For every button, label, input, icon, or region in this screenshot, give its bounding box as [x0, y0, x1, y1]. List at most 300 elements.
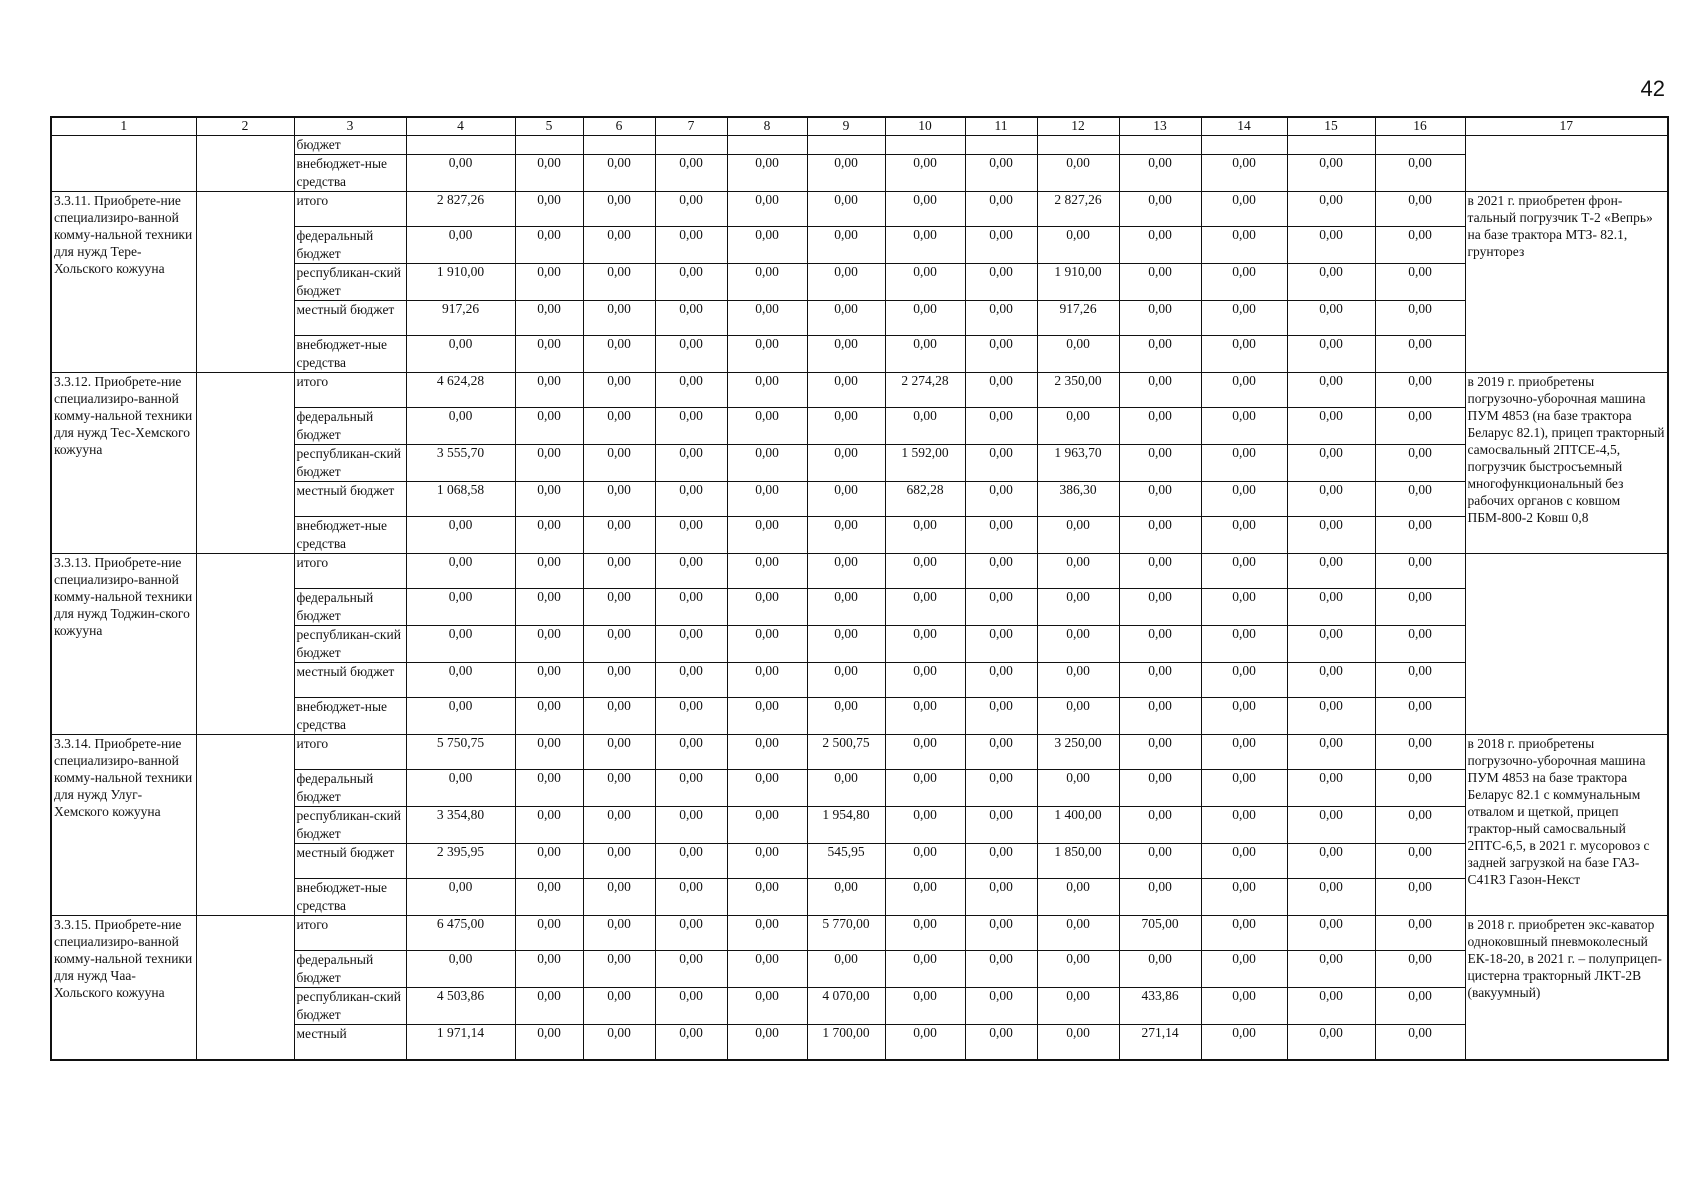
value-cell: 4 503,86 — [406, 988, 515, 1025]
value-cell: 0,00 — [727, 988, 807, 1025]
value-cell: 0,00 — [1119, 735, 1201, 770]
funding-source-cell: внебюджет-ные средства — [294, 155, 406, 192]
value-cell: 0,00 — [655, 589, 727, 626]
value-cell: 0,00 — [965, 807, 1037, 844]
value-cell — [1287, 136, 1375, 155]
value-cell: 0,00 — [965, 554, 1037, 589]
value-cell: 0,00 — [1037, 879, 1119, 916]
value-cell: 0,00 — [1287, 916, 1375, 951]
funding-source-cell: федеральный бюджет — [294, 770, 406, 807]
value-cell: 0,00 — [1287, 589, 1375, 626]
value-cell: 0,00 — [583, 155, 655, 192]
value-cell: 0,00 — [807, 879, 885, 916]
value-cell: 0,00 — [807, 626, 885, 663]
value-cell: 0,00 — [1119, 770, 1201, 807]
table-row — [51, 192, 1668, 227]
value-cell: 0,00 — [965, 735, 1037, 770]
value-cell: 0,00 — [515, 554, 583, 589]
value-cell: 0,00 — [1375, 951, 1465, 988]
value-cell: 0,00 — [807, 301, 885, 336]
value-cell: 0,00 — [583, 988, 655, 1025]
value-cell: 0,00 — [406, 770, 515, 807]
value-cell: 0,00 — [1375, 1025, 1465, 1061]
value-cell: 0,00 — [515, 408, 583, 445]
funding-source-cell: местный бюджет — [294, 482, 406, 517]
value-cell: 0,00 — [807, 770, 885, 807]
value-cell: 0,00 — [1287, 879, 1375, 916]
value-cell: 0,00 — [965, 1025, 1037, 1061]
value-cell: 0,00 — [965, 879, 1037, 916]
value-cell: 0,00 — [406, 155, 515, 192]
funding-source-cell: итого — [294, 916, 406, 951]
value-cell: 0,00 — [1037, 916, 1119, 951]
value-cell: 0,00 — [515, 482, 583, 517]
value-cell: 0,00 — [1201, 301, 1287, 336]
value-cell: 0,00 — [885, 663, 965, 698]
value-cell: 5 770,00 — [807, 916, 885, 951]
value-cell — [885, 136, 965, 155]
value-cell: 0,00 — [1201, 844, 1287, 879]
value-cell: 0,00 — [727, 951, 807, 988]
value-cell — [1119, 136, 1201, 155]
value-cell: 0,00 — [965, 517, 1037, 554]
funding-source-cell: бюджет — [294, 136, 406, 155]
value-cell: 0,00 — [965, 301, 1037, 336]
value-cell: 0,00 — [1287, 554, 1375, 589]
value-cell — [1037, 136, 1119, 155]
value-cell: 0,00 — [807, 482, 885, 517]
value-cell: 0,00 — [655, 988, 727, 1025]
value-cell: 0,00 — [1375, 482, 1465, 517]
value-cell: 0,00 — [1375, 554, 1465, 589]
value-cell: 0,00 — [1037, 155, 1119, 192]
column-header-7: 7 — [655, 117, 727, 136]
value-cell: 0,00 — [1037, 988, 1119, 1025]
value-cell: 0,00 — [1201, 445, 1287, 482]
value-cell: 0,00 — [807, 155, 885, 192]
value-cell: 0,00 — [1375, 807, 1465, 844]
value-cell — [655, 136, 727, 155]
value-cell: 0,00 — [965, 988, 1037, 1025]
value-cell: 1 592,00 — [885, 445, 965, 482]
value-cell: 0,00 — [515, 192, 583, 227]
value-cell: 0,00 — [807, 517, 885, 554]
value-cell: 0,00 — [583, 663, 655, 698]
value-cell: 0,00 — [727, 373, 807, 408]
note-cell — [1465, 136, 1668, 192]
value-cell: 0,00 — [583, 301, 655, 336]
value-cell: 0,00 — [727, 589, 807, 626]
value-cell: 0,00 — [1201, 807, 1287, 844]
value-cell: 0,00 — [965, 445, 1037, 482]
value-cell: 0,00 — [885, 1025, 965, 1061]
value-cell: 0,00 — [965, 770, 1037, 807]
value-cell: 0,00 — [1287, 482, 1375, 517]
funding-source-cell: федеральный бюджет — [294, 227, 406, 264]
value-cell: 0,00 — [727, 408, 807, 445]
value-cell: 3 555,70 — [406, 445, 515, 482]
value-cell: 0,00 — [655, 663, 727, 698]
table-row — [51, 301, 1668, 336]
value-cell: 0,00 — [1287, 844, 1375, 879]
value-cell: 0,00 — [1037, 663, 1119, 698]
value-cell: 0,00 — [1375, 373, 1465, 408]
value-cell: 0,00 — [1119, 227, 1201, 264]
value-cell: 0,00 — [1201, 336, 1287, 373]
value-cell: 0,00 — [655, 807, 727, 844]
value-cell: 0,00 — [1375, 336, 1465, 373]
value-cell: 0,00 — [515, 735, 583, 770]
value-cell: 0,00 — [1287, 735, 1375, 770]
value-cell: 0,00 — [1201, 988, 1287, 1025]
funding-source-cell: внебюджет-ные средства — [294, 879, 406, 916]
funding-source-cell: местный бюджет — [294, 844, 406, 879]
value-cell: 0,00 — [1119, 482, 1201, 517]
measure-note: в 2018 г. приобретены погрузочно-уборочная машина ПУМ 4853 на базе трактора Беларус 82.1 с коммунальным отвалом и щеткой, прицеп трактор-ный самосвальный 2ПТС-6,5, в 2021 г. мусоровоз с задней загрузкой на базе ГАЗ-С41R3 Газон-Некст — [1465, 735, 1668, 916]
column-header-6: 6 — [583, 117, 655, 136]
value-cell: 0,00 — [655, 482, 727, 517]
value-cell: 0,00 — [1201, 589, 1287, 626]
value-cell: 0,00 — [1201, 264, 1287, 301]
value-cell: 1 850,00 — [1037, 844, 1119, 879]
value-cell: 0,00 — [1201, 879, 1287, 916]
funding-source-cell: внебюджет-ные средства — [294, 698, 406, 735]
value-cell: 0,00 — [406, 951, 515, 988]
value-cell: 0,00 — [1287, 770, 1375, 807]
measure-description: 3.3.15. Приобрете-ние специализиро-ванной комму-нальной техники для нужд Чаа-Хольского кожууна — [51, 916, 196, 1061]
value-cell: 0,00 — [1119, 373, 1201, 408]
funding-source-cell: итого — [294, 192, 406, 227]
table-row — [51, 445, 1668, 482]
value-cell: 0,00 — [727, 698, 807, 735]
value-cell: 0,00 — [1375, 301, 1465, 336]
value-cell: 0,00 — [1201, 373, 1287, 408]
value-cell: 0,00 — [807, 227, 885, 264]
funding-source-cell: федеральный бюджет — [294, 589, 406, 626]
value-cell: 0,00 — [1119, 445, 1201, 482]
value-cell: 0,00 — [406, 408, 515, 445]
value-cell: 0,00 — [1037, 951, 1119, 988]
value-cell: 0,00 — [515, 373, 583, 408]
table-row — [51, 373, 1668, 408]
continuation-row — [51, 155, 1668, 192]
measure-description: 3.3.13. Приобрете-ние специализиро-ванной комму-нальной техники для нужд Тоджин-ского кожууна — [51, 554, 196, 735]
funding-source-cell: федеральный бюджет — [294, 951, 406, 988]
value-cell: 0,00 — [515, 626, 583, 663]
funding-source-cell: итого — [294, 735, 406, 770]
value-cell: 0,00 — [655, 554, 727, 589]
value-cell: 0,00 — [1287, 408, 1375, 445]
value-cell: 0,00 — [1201, 626, 1287, 663]
value-cell: 0,00 — [727, 1025, 807, 1061]
value-cell: 0,00 — [885, 770, 965, 807]
value-cell: 0,00 — [1375, 735, 1465, 770]
value-cell: 0,00 — [1037, 227, 1119, 264]
value-cell: 0,00 — [1287, 663, 1375, 698]
value-cell: 0,00 — [1375, 879, 1465, 916]
value-cell: 2 827,26 — [406, 192, 515, 227]
value-cell: 0,00 — [655, 626, 727, 663]
value-cell: 0,00 — [1201, 227, 1287, 264]
table-row — [51, 482, 1668, 517]
value-cell: 0,00 — [807, 554, 885, 589]
value-cell: 0,00 — [655, 192, 727, 227]
table-row — [51, 554, 1668, 589]
value-cell: 0,00 — [965, 373, 1037, 408]
value-cell: 0,00 — [885, 264, 965, 301]
funding-source-cell: итого — [294, 554, 406, 589]
value-cell: 1 400,00 — [1037, 807, 1119, 844]
value-cell: 0,00 — [885, 626, 965, 663]
budget-table — [50, 116, 1669, 1061]
value-cell: 0,00 — [727, 663, 807, 698]
value-cell: 0,00 — [807, 951, 885, 988]
value-cell: 0,00 — [1287, 698, 1375, 735]
value-cell: 0,00 — [583, 227, 655, 264]
value-cell: 0,00 — [1201, 408, 1287, 445]
value-cell: 2 274,28 — [885, 373, 965, 408]
value-cell: 0,00 — [655, 844, 727, 879]
value-cell: 0,00 — [1375, 698, 1465, 735]
value-cell: 0,00 — [965, 663, 1037, 698]
value-cell: 0,00 — [1287, 373, 1375, 408]
empty-cell — [196, 192, 294, 373]
value-cell: 0,00 — [1037, 626, 1119, 663]
value-cell: 2 500,75 — [807, 735, 885, 770]
value-cell: 0,00 — [1119, 336, 1201, 373]
table-row — [51, 951, 1668, 988]
funding-source-cell: местный бюджет — [294, 663, 406, 698]
value-cell — [515, 136, 583, 155]
value-cell: 0,00 — [1119, 879, 1201, 916]
value-cell: 0,00 — [1287, 336, 1375, 373]
value-cell: 0,00 — [1375, 589, 1465, 626]
value-cell: 0,00 — [727, 626, 807, 663]
column-header-5: 5 — [515, 117, 583, 136]
value-cell: 0,00 — [1201, 482, 1287, 517]
value-cell — [1375, 136, 1465, 155]
value-cell: 0,00 — [515, 951, 583, 988]
value-cell: 0,00 — [727, 844, 807, 879]
table-row — [51, 988, 1668, 1025]
measure-note: в 2021 г. приобретен фрон-тальный погрузчик Т-2 «Вепрь» на базе трактора МТЗ- 82.1, грунторез — [1465, 192, 1668, 373]
value-cell: 0,00 — [1201, 698, 1287, 735]
value-cell: 0,00 — [515, 844, 583, 879]
value-cell: 0,00 — [655, 336, 727, 373]
value-cell: 0,00 — [727, 155, 807, 192]
value-cell: 0,00 — [1287, 227, 1375, 264]
funding-source-cell: местный — [294, 1025, 406, 1061]
empty-cell — [196, 136, 294, 192]
value-cell: 0,00 — [515, 155, 583, 192]
value-cell: 0,00 — [885, 807, 965, 844]
value-cell: 0,00 — [515, 807, 583, 844]
value-cell: 1 954,80 — [807, 807, 885, 844]
value-cell: 0,00 — [1287, 301, 1375, 336]
value-cell: 6 475,00 — [406, 916, 515, 951]
funding-source-cell: местный бюджет — [294, 301, 406, 336]
value-cell: 0,00 — [885, 735, 965, 770]
value-cell: 0,00 — [655, 408, 727, 445]
table-row — [51, 879, 1668, 916]
table-row — [51, 589, 1668, 626]
value-cell: 0,00 — [1375, 155, 1465, 192]
value-cell: 705,00 — [1119, 916, 1201, 951]
value-cell: 0,00 — [727, 807, 807, 844]
table-row — [51, 844, 1668, 879]
value-cell: 1 068,58 — [406, 482, 515, 517]
column-header-17: 17 — [1465, 117, 1668, 136]
value-cell: 0,00 — [727, 264, 807, 301]
column-header-3: 3 — [294, 117, 406, 136]
value-cell: 1 910,00 — [1037, 264, 1119, 301]
value-cell: 0,00 — [1119, 554, 1201, 589]
value-cell: 0,00 — [1201, 916, 1287, 951]
column-header-4: 4 — [406, 117, 515, 136]
value-cell: 0,00 — [655, 155, 727, 192]
value-cell: 0,00 — [406, 698, 515, 735]
value-cell: 0,00 — [1375, 445, 1465, 482]
value-cell: 0,00 — [807, 192, 885, 227]
value-cell: 0,00 — [583, 482, 655, 517]
value-cell: 0,00 — [1119, 192, 1201, 227]
value-cell: 0,00 — [583, 626, 655, 663]
value-cell: 0,00 — [1119, 951, 1201, 988]
value-cell: 0,00 — [583, 951, 655, 988]
value-cell: 0,00 — [655, 301, 727, 336]
value-cell: 0,00 — [965, 698, 1037, 735]
value-cell: 0,00 — [1201, 770, 1287, 807]
value-cell: 0,00 — [727, 554, 807, 589]
value-cell: 0,00 — [885, 227, 965, 264]
funding-source-cell: республикан-ский бюджет — [294, 445, 406, 482]
table-row — [51, 1025, 1668, 1061]
value-cell — [807, 136, 885, 155]
table-row — [51, 626, 1668, 663]
funding-source-cell: внебюджет-ные средства — [294, 336, 406, 373]
value-cell: 0,00 — [1375, 663, 1465, 698]
value-cell: 0,00 — [885, 844, 965, 879]
value-cell: 0,00 — [515, 879, 583, 916]
value-cell: 0,00 — [1287, 951, 1375, 988]
value-cell — [406, 136, 515, 155]
value-cell: 917,26 — [1037, 301, 1119, 336]
value-cell: 0,00 — [583, 589, 655, 626]
column-header-16: 16 — [1375, 117, 1465, 136]
value-cell: 0,00 — [1201, 1025, 1287, 1061]
table-row — [51, 735, 1668, 770]
value-cell: 0,00 — [965, 227, 1037, 264]
empty-cell — [196, 373, 294, 554]
value-cell: 0,00 — [1119, 301, 1201, 336]
value-cell: 271,14 — [1119, 1025, 1201, 1061]
value-cell: 0,00 — [583, 807, 655, 844]
funding-source-cell: республикан-ский бюджет — [294, 264, 406, 301]
empty-cell — [196, 735, 294, 916]
value-cell: 0,00 — [1287, 264, 1375, 301]
value-cell: 0,00 — [885, 517, 965, 554]
value-cell: 682,28 — [885, 482, 965, 517]
measure-description: 3.3.12. Приобрете-ние специализиро-ванной комму-нальной техники для нужд Тес-Хемского кожууна — [51, 373, 196, 554]
column-header-9: 9 — [807, 117, 885, 136]
value-cell: 0,00 — [1119, 264, 1201, 301]
value-cell: 0,00 — [406, 589, 515, 626]
value-cell: 0,00 — [727, 445, 807, 482]
value-cell: 1 910,00 — [406, 264, 515, 301]
funding-source-cell: внебюджет-ные средства — [294, 517, 406, 554]
value-cell: 0,00 — [807, 589, 885, 626]
value-cell: 0,00 — [583, 408, 655, 445]
value-cell: 0,00 — [965, 844, 1037, 879]
column-header-2: 2 — [196, 117, 294, 136]
value-cell: 433,86 — [1119, 988, 1201, 1025]
value-cell: 4 070,00 — [807, 988, 885, 1025]
value-cell: 0,00 — [1037, 770, 1119, 807]
value-cell: 0,00 — [1201, 517, 1287, 554]
value-cell: 0,00 — [655, 264, 727, 301]
value-cell — [727, 136, 807, 155]
value-cell: 0,00 — [1201, 663, 1287, 698]
value-cell: 0,00 — [885, 301, 965, 336]
value-cell: 0,00 — [406, 336, 515, 373]
value-cell: 4 624,28 — [406, 373, 515, 408]
funding-source-cell: республикан-ский бюджет — [294, 807, 406, 844]
value-cell: 0,00 — [885, 554, 965, 589]
measure-note: в 2019 г. приобретены погрузочно-уборочная машина ПУМ 4853 (на базе трактора Беларус 82.1), прицеп тракторный самосвальный 2ПТСЕ-4,5, погрузчик быстросъемный многофункциональный без рабочих органов с ковшом ПБМ-800-2 Ковш 0,8 — [1465, 373, 1668, 554]
value-cell: 0,00 — [807, 264, 885, 301]
value-cell: 0,00 — [1375, 192, 1465, 227]
value-cell: 0,00 — [1119, 663, 1201, 698]
value-cell: 0,00 — [1375, 770, 1465, 807]
value-cell: 0,00 — [965, 482, 1037, 517]
value-cell: 0,00 — [727, 517, 807, 554]
value-cell: 0,00 — [1119, 844, 1201, 879]
description-cell — [51, 136, 196, 192]
value-cell: 0,00 — [1037, 408, 1119, 445]
value-cell: 0,00 — [583, 264, 655, 301]
value-cell: 0,00 — [1375, 988, 1465, 1025]
value-cell: 0,00 — [727, 301, 807, 336]
value-cell — [583, 136, 655, 155]
value-cell: 0,00 — [1201, 735, 1287, 770]
value-cell: 0,00 — [1375, 227, 1465, 264]
value-cell: 0,00 — [1287, 192, 1375, 227]
value-cell: 917,26 — [406, 301, 515, 336]
value-cell: 0,00 — [885, 155, 965, 192]
value-cell: 0,00 — [515, 264, 583, 301]
value-cell: 0,00 — [1287, 155, 1375, 192]
value-cell: 0,00 — [583, 698, 655, 735]
value-cell: 0,00 — [515, 517, 583, 554]
value-cell: 1 963,70 — [1037, 445, 1119, 482]
value-cell: 0,00 — [1287, 807, 1375, 844]
value-cell: 0,00 — [885, 336, 965, 373]
value-cell: 0,00 — [727, 770, 807, 807]
value-cell: 0,00 — [1119, 626, 1201, 663]
value-cell: 0,00 — [965, 589, 1037, 626]
value-cell: 0,00 — [1375, 916, 1465, 951]
value-cell: 0,00 — [583, 336, 655, 373]
value-cell: 0,00 — [727, 336, 807, 373]
value-cell: 0,00 — [655, 373, 727, 408]
value-cell: 0,00 — [655, 227, 727, 264]
column-header-10: 10 — [885, 117, 965, 136]
value-cell: 0,00 — [885, 698, 965, 735]
table-row — [51, 663, 1668, 698]
value-cell: 0,00 — [1119, 155, 1201, 192]
value-cell: 0,00 — [655, 517, 727, 554]
table-row — [51, 916, 1668, 951]
